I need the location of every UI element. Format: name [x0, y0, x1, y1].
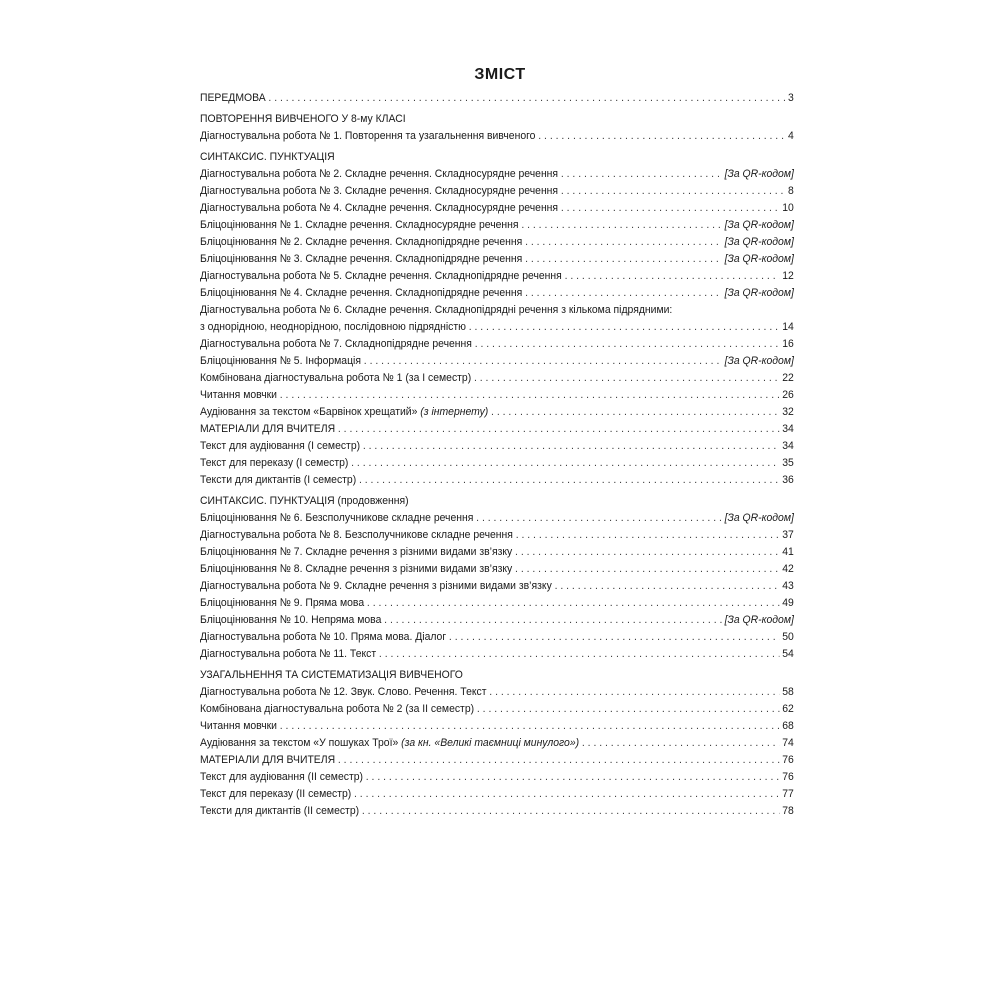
toc-entry-text: Комбінована діагностувальна робота № 2 (за ІІ семестр)	[200, 703, 475, 715]
toc-page-number: 8	[788, 185, 794, 197]
toc-entry-title	[200, 387, 277, 404]
dot-leader	[561, 166, 722, 183]
toc-entry-text: Діагностувальна робота № 11. Текст	[200, 648, 377, 660]
toc-entry[interactable]	[200, 544, 794, 561]
toc-entry-text: Бліцоцінювання № 8. Складне речення з різними видами зв’язку	[200, 563, 513, 575]
toc-entry[interactable]	[200, 735, 794, 752]
dot-leader	[515, 561, 779, 578]
toc-page-number: [За QR-кодом]	[724, 512, 794, 524]
page-title: ЗМІСТ	[474, 66, 526, 83]
toc-entry[interactable]	[200, 200, 794, 217]
toc-entry-title	[200, 285, 522, 302]
toc-entry-title	[200, 612, 381, 629]
toc-entry-title	[200, 701, 474, 718]
toc-page-number: 78	[782, 805, 794, 817]
toc-entry-title	[200, 319, 466, 336]
toc-entry-text: Діагностувальна робота № 5. Складне речення. Складнопідрядне речення	[200, 270, 562, 282]
dot-leader	[476, 510, 722, 527]
dot-leader	[338, 421, 780, 438]
toc-entry[interactable]	[200, 527, 794, 544]
toc-entry[interactable]	[200, 166, 794, 183]
toc-entry[interactable]	[200, 183, 794, 200]
toc-page-number: 32	[782, 406, 794, 418]
toc-entry-title	[200, 561, 512, 578]
toc-page-number: 16	[782, 338, 794, 350]
toc-entry-title	[200, 544, 512, 561]
dot-leader	[565, 268, 780, 285]
toc-entry[interactable]	[200, 353, 794, 370]
toc-page-number: 3	[788, 92, 794, 104]
toc-entry[interactable]	[200, 646, 794, 663]
toc-page-number: 35	[782, 457, 794, 469]
toc-entry[interactable]	[200, 268, 794, 285]
toc-entry-title	[200, 268, 562, 285]
toc-entry-text: з однорідною, неоднорідною, послідовною підрядністю	[200, 321, 466, 333]
toc-page-number: 76	[782, 771, 794, 783]
toc-entry-text: Діагностувальна робота № 4. Складне речення. Складносурядне речення	[200, 202, 559, 214]
toc-entry-title	[200, 166, 558, 183]
toc-entry[interactable]	[200, 752, 794, 769]
toc-entry-title	[200, 251, 522, 268]
toc-entry-text: Бліцоцінювання № 5. Інформація	[200, 355, 361, 367]
toc-entry-title	[200, 527, 513, 544]
toc-entry-text: Діагностувальна робота № 7. Складнопідрядне речення	[200, 338, 472, 350]
toc-entry-title	[200, 684, 487, 701]
toc-page-number: 34	[782, 423, 794, 435]
toc-entry-text: Тексти для диктантів (ІІ семестр)	[200, 805, 360, 817]
toc-entry-text: Тексти для диктантів (І семестр)	[200, 474, 357, 486]
dot-leader	[489, 684, 779, 701]
toc-entry-text: Діагностувальна робота № 10. Пряма мова. Діалог	[200, 631, 447, 643]
toc-entry-title	[200, 510, 473, 527]
toc-entry[interactable]	[200, 319, 794, 336]
toc-page-number: 76	[782, 754, 794, 766]
toc-entry[interactable]	[200, 336, 794, 353]
toc-page-number: [За QR-кодом]	[724, 236, 794, 248]
toc-entry-text: Діагностувальна робота № 2. Складне речення. Складносурядне речення	[200, 168, 559, 180]
toc-page-number: 41	[782, 546, 794, 558]
toc-entry-text: МАТЕРІАЛИ ДЛЯ ВЧИТЕЛЯ	[200, 423, 336, 435]
dot-leader	[515, 544, 779, 561]
dot-leader	[280, 387, 780, 404]
toc-page-number: 43	[782, 580, 794, 592]
toc-entry-title	[200, 786, 351, 803]
dot-leader	[474, 370, 779, 387]
toc-entry-title	[200, 472, 356, 489]
toc-entry[interactable]	[200, 404, 794, 421]
toc-entry-note: (за кн. «Великі таємниці минулого»)	[401, 737, 580, 749]
toc-entry[interactable]	[200, 421, 794, 438]
toc-page-number: 22	[782, 372, 794, 384]
toc-entry-title	[200, 646, 376, 663]
toc-entry-text: Аудіювання за текстом «Барвінок хрещатий»	[200, 406, 418, 418]
toc-entry-text: Читання мовчки	[200, 720, 277, 732]
toc-page-number: [За QR-кодом]	[724, 219, 794, 231]
toc-entry[interactable]	[200, 629, 794, 646]
toc-page-number: 77	[782, 788, 794, 800]
toc-entry-text: Бліцоцінювання № 6. Безсполучникове складне речення	[200, 512, 474, 524]
table-of-contents	[200, 90, 794, 820]
toc-entry-title	[200, 234, 522, 251]
toc-page-number: 10	[782, 202, 794, 214]
toc-entry[interactable]	[200, 684, 794, 701]
toc-entry-title	[200, 578, 552, 595]
toc-entry[interactable]	[200, 217, 794, 234]
toc-entry[interactable]	[200, 510, 794, 527]
toc-page-number: [За QR-кодом]	[724, 253, 794, 265]
dot-leader	[525, 285, 722, 302]
toc-entry[interactable]	[200, 285, 794, 302]
dot-leader	[538, 128, 785, 145]
toc-entry-text: Діагностувальна робота № 1. Повторення та узагальнення вивченого	[200, 130, 536, 142]
dot-leader	[359, 472, 779, 489]
toc-entry[interactable]	[200, 803, 794, 820]
toc-entry-title	[200, 769, 363, 786]
toc-entry-text: МАТЕРІАЛИ ДЛЯ ВЧИТЕЛЯ	[200, 754, 336, 766]
toc-entry[interactable]	[200, 370, 794, 387]
toc-entry-title	[200, 595, 364, 612]
dot-leader	[379, 646, 780, 663]
dot-leader	[475, 336, 780, 353]
toc-page-number: 54	[782, 648, 794, 660]
toc-entry-text: Бліцоцінювання № 3. Складне речення. Складнопідрядне речення	[200, 253, 523, 265]
toc-page-number: 68	[782, 720, 794, 732]
toc-entry-title	[200, 438, 360, 455]
toc-entry-text: Аудіювання за текстом «У пошуках Трої»	[200, 737, 399, 749]
toc-entry[interactable]	[200, 701, 794, 718]
toc-entry-text: Бліцоцінювання № 10. Непряма мова	[200, 614, 382, 626]
toc-entry-title	[200, 217, 519, 234]
toc-entry-title	[200, 404, 488, 421]
toc-page-number: 12	[782, 270, 794, 282]
toc-entry-text: Діагностувальна робота № 9. Складне речення з різними видами зв’язку	[200, 580, 552, 592]
toc-entry-title	[200, 455, 348, 472]
dot-leader	[351, 455, 779, 472]
dot-leader	[338, 752, 780, 769]
toc-section-heading: УЗАГАЛЬНЕННЯ ТА СИСТЕМАТИЗАЦІЯ ВИВЧЕНОГО	[200, 669, 463, 681]
dot-leader	[469, 319, 780, 336]
dot-leader	[561, 200, 780, 217]
toc-entry[interactable]	[200, 612, 794, 629]
toc-page-number: 37	[782, 529, 794, 541]
toc-entry-text: Бліцоцінювання № 9. Пряма мова	[200, 597, 365, 609]
toc-entry[interactable]	[200, 472, 794, 489]
dot-leader	[354, 786, 779, 803]
toc-page-number: 36	[782, 474, 794, 486]
dot-leader	[516, 527, 780, 544]
toc-entry-title	[200, 735, 579, 752]
toc-entry[interactable]	[200, 769, 794, 786]
dot-leader	[477, 701, 780, 718]
toc-entry-text: Бліцоцінювання № 7. Складне речення з різними видами зв’язку	[200, 546, 513, 558]
toc-entry-text: Текст для аудіювання (ІІ семестр)	[200, 771, 363, 783]
toc-entry-text: Діагностувальна робота № 8. Безсполучникове складне речення	[200, 529, 513, 541]
toc-entry-title	[200, 128, 535, 145]
toc-entry-title	[200, 752, 335, 769]
toc-page-number: 50	[782, 631, 794, 643]
toc-entry[interactable]	[200, 786, 794, 803]
dot-leader	[363, 438, 780, 455]
dot-leader	[561, 183, 785, 200]
toc-section-heading: СИНТАКСИС. ПУНКТУАЦІЯ	[200, 151, 335, 163]
dot-leader	[366, 769, 780, 786]
dot-leader	[525, 234, 722, 251]
toc-entry-title	[200, 336, 472, 353]
toc-entry-text: Текст для аудіювання (І семестр)	[200, 440, 361, 452]
toc-entry-text: Текст для переказу (ІІ семестр)	[200, 788, 352, 800]
toc-page-number: [За QR-кодом]	[724, 168, 794, 180]
toc-entry[interactable]	[200, 90, 794, 107]
toc-entry-title	[200, 353, 361, 370]
toc-entry-text: Бліцоцінювання № 4. Складне речення. Складнопідрядне речення	[200, 287, 523, 299]
toc-entry[interactable]	[200, 387, 794, 404]
toc-page-number: 74	[782, 737, 794, 749]
toc-entry[interactable]	[200, 234, 794, 251]
toc-entry-line: Діагностувальна робота № 6. Складне речення. Складнопідрядні речення з кількома підрядними:	[200, 304, 673, 316]
dot-leader	[521, 217, 721, 234]
dot-leader	[491, 404, 779, 421]
toc-entry-title	[200, 421, 335, 438]
toc-page-number: 42	[782, 563, 794, 575]
dot-leader	[582, 735, 780, 752]
toc-entry[interactable]	[200, 438, 794, 455]
dot-leader	[555, 578, 780, 595]
dot-leader	[525, 251, 722, 268]
toc-entry[interactable]	[200, 251, 794, 268]
toc-entry-text: Читання мовчки	[200, 389, 277, 401]
toc-entry-text: Комбінована діагностувальна робота № 1 (за І семестр)	[200, 372, 472, 384]
toc-entry-title	[200, 629, 446, 646]
toc-entry-text: Діагностувальна робота № 3. Складне речення. Складносурядне речення	[200, 185, 559, 197]
toc-section-heading: ПОВТОРЕННЯ ВИВЧЕНОГО У 8-му КЛАСІ	[200, 113, 406, 125]
toc-page-number: [За QR-кодом]	[724, 614, 794, 626]
toc-entry[interactable]	[200, 578, 794, 595]
toc-page-number: 62	[782, 703, 794, 715]
dot-leader	[280, 718, 780, 735]
toc-entry-text: Бліцоцінювання № 1. Складне речення. Складносурядне речення	[200, 219, 519, 231]
toc-entry-title	[200, 183, 558, 200]
toc-entry-note: (з інтернету)	[420, 406, 489, 418]
toc-entry[interactable]	[200, 595, 794, 612]
toc-entry-text: ПЕРЕДМОВА	[200, 92, 266, 104]
toc-entry-text: Текст для переказу (І семестр)	[200, 457, 349, 469]
toc-entry-title	[200, 718, 277, 735]
toc-section-heading: СИНТАКСИС. ПУНКТУАЦІЯ (продовження)	[200, 495, 409, 507]
dot-leader	[362, 803, 780, 820]
toc-entry[interactable]	[200, 718, 794, 735]
toc-page-number: 26	[782, 389, 794, 401]
toc-entry-title	[200, 370, 471, 387]
toc-page-number: [За QR-кодом]	[724, 287, 794, 299]
dot-leader	[449, 629, 780, 646]
toc-entry-title	[200, 200, 558, 217]
dot-leader	[268, 90, 785, 107]
toc-entry-text: Діагностувальна робота № 12. Звук. Слово. Речення. Текст	[200, 686, 487, 698]
toc-entry[interactable]	[200, 128, 794, 145]
toc-page-number: 34	[782, 440, 794, 452]
dot-leader	[364, 353, 722, 370]
toc-page-number: 14	[782, 321, 794, 333]
dot-leader	[384, 612, 722, 629]
dot-leader	[367, 595, 780, 612]
toc-entry-title	[200, 803, 359, 820]
toc-page-number: 58	[782, 686, 794, 698]
toc-entry[interactable]	[200, 455, 794, 472]
toc-page-number: 4	[788, 130, 794, 142]
toc-entry[interactable]	[200, 561, 794, 578]
toc-entry-text: Бліцоцінювання № 2. Складне речення. Складнопідрядне речення	[200, 236, 523, 248]
toc-page-number: 49	[782, 597, 794, 609]
toc-page-number: [За QR-кодом]	[724, 355, 794, 367]
toc-entry-title	[200, 90, 266, 107]
